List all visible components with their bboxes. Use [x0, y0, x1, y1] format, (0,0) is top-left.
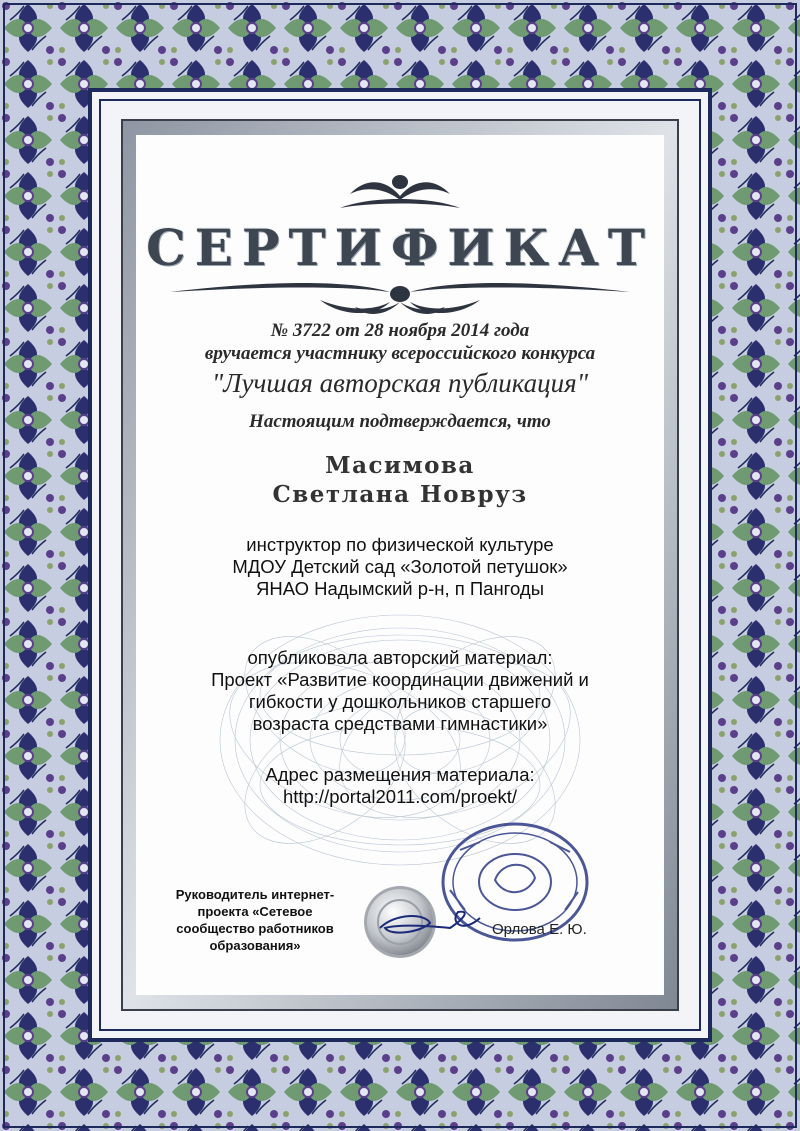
address-label: Адрес размещения материала:: [265, 764, 535, 785]
award-line: вручается участнику всероссийского конкурса: [204, 343, 596, 364]
leader-title: [150, 886, 360, 954]
certificate-number: № 3722 от 28 ноября 2014 года: [270, 320, 530, 341]
publication-line-1: Проект «Развитие координации движений и: [211, 669, 589, 690]
title-underline-vignette: [150, 272, 650, 322]
leader-title-line: сообщество работников: [176, 921, 334, 936]
handwritten-signature: [370, 898, 500, 948]
signer-name: Орлова Е. Ю.: [492, 921, 587, 938]
certificate-title: СЕРТИФИКАТ: [145, 218, 655, 277]
leader-title-line: проекта «Сетевое: [197, 904, 313, 919]
address-url: http://portal2011.com/proekt/: [282, 786, 518, 807]
recipient-given-names: Светлана Новруз: [272, 481, 528, 508]
top-vignette: [330, 168, 470, 218]
publication-intro: опубликовала авторский материал:: [247, 647, 553, 668]
contest-name: "Лучшая авторская публикация": [211, 368, 589, 398]
leader-title-line: Руководитель интернет-: [175, 887, 335, 902]
publication-line-2: гибкости у дошкольников старшего: [248, 691, 552, 712]
confirm-line: Настоящим подтверждается, что: [249, 411, 551, 432]
leader-title-line: образования»: [209, 938, 301, 953]
recipient-location: ЯНАО Надымский р-н, п Пангоды: [255, 578, 544, 599]
recipient-surname: Масимова: [325, 452, 475, 479]
publication-line-3: возраста средствами гимнастики»: [252, 713, 548, 734]
recipient-position: инструктор по физической культуре: [246, 534, 554, 555]
recipient-organization: МДОУ Детский сад «Золотой петушок»: [232, 556, 568, 577]
